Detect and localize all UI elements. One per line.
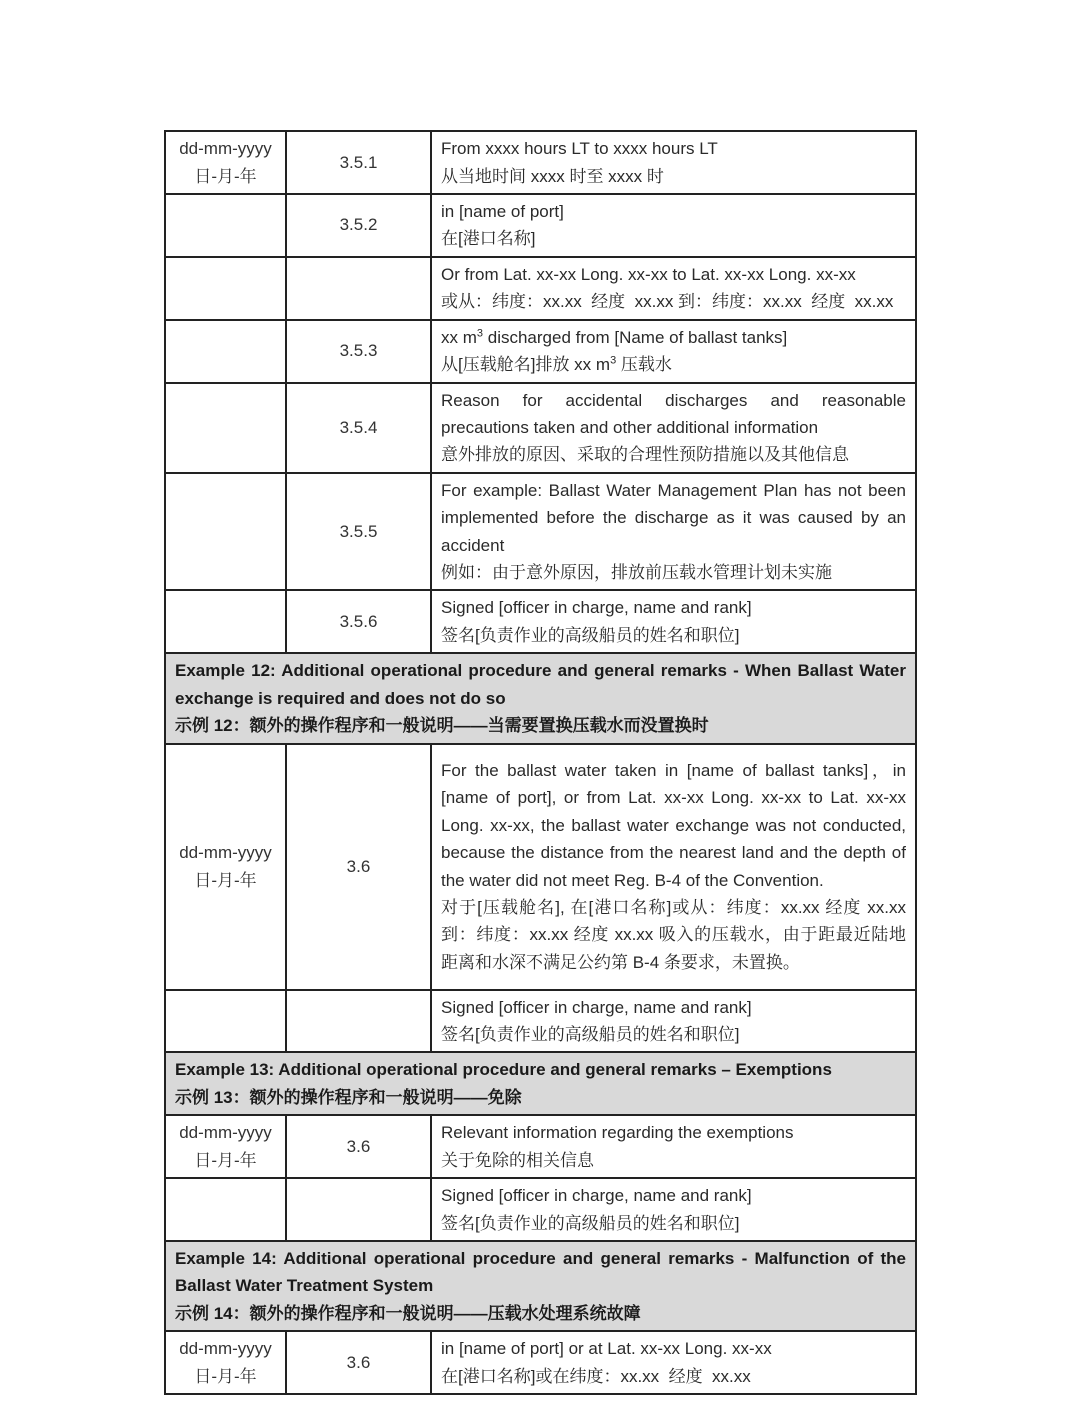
superscript: 3: [610, 354, 617, 367]
entry-en: Signed [officer in charge, name and rank]: [441, 1186, 752, 1206]
entry-zh: 对于[压载舱名], 在[港口名称]或从：纬度：xx.xx 经度 xx.xx 到：纬度：xx.xx 经度 xx.xx 吸入的压载水，由于距最近陆地距离和水深不满足公约第 B-4 条要求，未置换。: [441, 897, 906, 972]
date-cell: [165, 744, 286, 990]
example-13-header: [165, 1052, 916, 1115]
entry-zh: 或从：纬度：xx.xx 经度 xx.xx 到：纬度：xx.xx 经度 xx.xx: [441, 292, 894, 312]
entry-en-pre: xx m: [441, 327, 477, 347]
entry-zh-post: 压载水: [616, 355, 672, 375]
example-14-header: [165, 1241, 916, 1331]
date-cell: [165, 131, 286, 194]
table-row: [165, 257, 916, 320]
entry-cell: [431, 744, 916, 990]
entry-cell: [431, 194, 916, 257]
item-number: 3.5.2: [286, 194, 431, 257]
date-format-zh: 日-月-年: [194, 166, 257, 186]
section-header-row: [165, 653, 916, 743]
item-number: 3.5.1: [286, 131, 431, 194]
entry-en: [441, 324, 906, 351]
entry-zh: 关于免除的相关信息: [441, 1150, 594, 1170]
entry-cell: [431, 1115, 916, 1178]
entry-cell: [431, 131, 916, 194]
table-row: [165, 590, 916, 653]
entry-zh: 在[港口名称]: [441, 229, 536, 249]
table-row: [165, 990, 916, 1053]
table-row: [165, 1178, 916, 1241]
date-cell: [165, 383, 286, 473]
example-header-en: Example 12: Additional operational procedure and general remarks - When Ballast Water exchange is required and does not do so: [175, 661, 906, 708]
entry-zh-pre: 从[压载舱名]排放 xx m: [441, 355, 611, 375]
table-row: [165, 473, 916, 591]
entry-cell: [431, 257, 916, 320]
entry-en: Relevant information regarding the exemptions: [441, 1123, 794, 1143]
example-header-zh: 示例 12：额外的操作程序和一般说明——当需要置换压载水而没置换时: [175, 716, 709, 736]
entry-cell: [431, 590, 916, 653]
date-format-en: dd-mm-yyyy: [179, 1338, 272, 1358]
table-row: [165, 744, 916, 990]
entry-en: For the ballast water taken in [name of ballast tanks]，in [name of port], or from Lat. xx-xx Long. xx-xx to Lat. xx-xx Long. xx-xx, the ballast water exchange was not conducted, because the distance from the nearest land and the depth of the water did not meet Reg. B-4 of the Convention.: [441, 760, 906, 890]
ballast-water-record-table: [164, 130, 917, 1395]
date-cell: [165, 473, 286, 591]
date-cell: [165, 1331, 286, 1394]
date-format-zh: 日-月-年: [194, 1150, 257, 1170]
date-cell: [165, 320, 286, 383]
section-header-row: [165, 1241, 916, 1331]
entry-cell: [431, 320, 916, 383]
date-format-en: dd-mm-yyyy: [179, 138, 272, 158]
table-row: [165, 320, 916, 383]
item-number: 3.6: [286, 744, 431, 990]
table-row: [165, 194, 916, 257]
entry-en: in [name of port]: [441, 202, 564, 221]
entry-zh: 签名[负责作业的高级船员的姓名和职位]: [441, 1213, 740, 1233]
example-12-header: [165, 653, 916, 743]
superscript: 3: [476, 327, 484, 340]
entry-en: Reason for accidental discharges and reasonable precautions taken and other additional information: [441, 390, 906, 438]
table-row: [165, 383, 916, 473]
date-format-en: dd-mm-yyyy: [179, 842, 272, 862]
table-row: [165, 1331, 916, 1394]
entry-zh: 签名[负责作业的高级船员的姓名和职位]: [441, 1024, 740, 1044]
entry-zh: 在[港口名称]或在纬度：xx.xx 经度 xx.xx: [441, 1366, 751, 1386]
entry-cell: [431, 990, 916, 1053]
item-number: 3.5.3: [286, 320, 431, 383]
entry-en: For example: Ballast Water Management Plan has not been implemented before the discharge as it was caused by an accident: [441, 480, 906, 555]
date-cell: [165, 990, 286, 1053]
entry-zh: 意外排放的原因、采取的合理性预防措施以及其他信息: [441, 445, 849, 465]
date-cell: [165, 1178, 286, 1241]
entry-en: in [name of port] or at Lat. xx-xx Long. xx-xx: [441, 1339, 772, 1359]
date-format-zh: 日-月-年: [194, 1366, 257, 1386]
item-number: [286, 1178, 431, 1241]
item-number: 3.5.6: [286, 590, 431, 653]
example-header-zh: 示例 13：额外的操作程序和一般说明——免除: [175, 1087, 522, 1107]
entry-en: Signed [officer in charge, name and rank]: [441, 598, 752, 618]
item-number: 3.5.5: [286, 473, 431, 591]
entry-zh: [441, 351, 906, 378]
date-cell: [165, 194, 286, 257]
entry-en-post: discharged from [Name of ballast tanks]: [483, 327, 788, 347]
entry-zh: 从当地时间 xxxx 时至 xxxx 时: [441, 166, 664, 186]
entry-cell: [431, 1178, 916, 1241]
date-cell: [165, 257, 286, 320]
example-header-zh: 示例 14：额外的操作程序和一般说明——压载水处理系统故障: [175, 1303, 641, 1323]
table-row: [165, 1115, 916, 1178]
entry-en: Or from Lat. xx-xx Long. xx-xx to Lat. xx-xx Long. xx-xx: [441, 264, 856, 284]
date-cell: [165, 1115, 286, 1178]
example-header-en: Example 13: Additional operational procedure and general remarks – Exemptions: [175, 1060, 832, 1080]
date-format-zh: 日-月-年: [194, 870, 257, 890]
entry-zh: 签名[负责作业的高级船员的姓名和职位]: [441, 625, 740, 645]
example-header-en: Example 14: Additional operational procedure and general remarks - Malfunction of the Ballast Water Treatment System: [175, 1248, 906, 1296]
table-row: [165, 131, 916, 194]
entry-zh: 例如：由于意外原因，排放前压载水管理计划未实施: [441, 563, 832, 583]
entry-en: From xxxx hours LT to xxxx hours LT: [441, 139, 718, 159]
date-cell: [165, 590, 286, 653]
section-header-row: [165, 1052, 916, 1115]
entry-cell: [431, 383, 916, 473]
entry-cell: [431, 1331, 916, 1394]
entry-en: Signed [officer in charge, name and rank]: [441, 997, 752, 1017]
item-number: 3.5.4: [286, 383, 431, 473]
item-number: 3.6: [286, 1115, 431, 1178]
entry-cell: [431, 473, 916, 591]
date-format-en: dd-mm-yyyy: [179, 1122, 272, 1142]
item-number: [286, 257, 431, 320]
item-number: [286, 990, 431, 1053]
item-number: 3.6: [286, 1331, 431, 1394]
